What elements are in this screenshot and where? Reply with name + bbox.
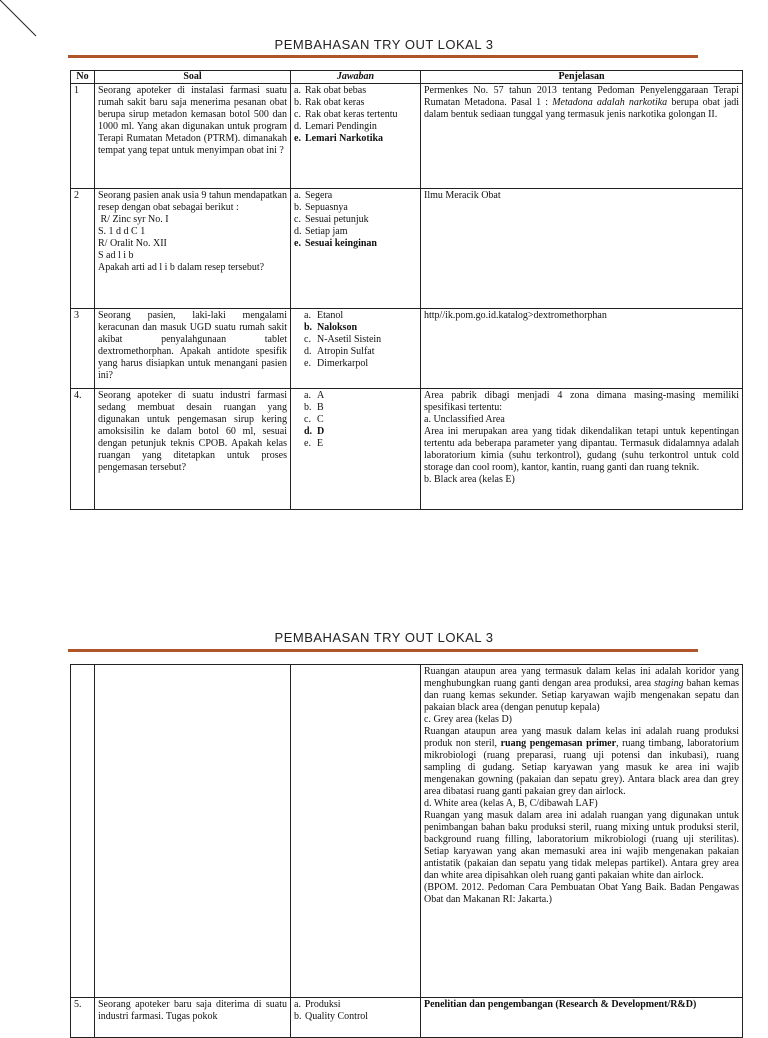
option-item: d. Lemari Pendingin [294, 121, 377, 132]
page-title: PEMBAHASAN TRY OUT LOKAL 3 [274, 37, 494, 52]
correct-option: e. Sesuai keinginan [294, 238, 377, 249]
option-item: c. N-Asetil Sistein [304, 334, 382, 345]
table-row [71, 189, 743, 309]
question-text [95, 665, 291, 998]
question-text: Seorang apoteker baru saja diterima di suatu industri farmasi. Tugas pokok [95, 998, 291, 1038]
option-item: a. Etanol [304, 310, 344, 321]
table-header-row [71, 71, 743, 84]
option-item: a. Rak obat bebas [294, 85, 367, 96]
row-number [71, 665, 95, 998]
answer-options [291, 665, 421, 998]
row-number: 3 [71, 309, 95, 389]
option-item: a. Produksi [294, 999, 341, 1010]
option-item: c. Rak obat keras tertentu [294, 109, 398, 120]
table-row [71, 389, 743, 510]
row-number: 1 [71, 84, 95, 189]
table-row [71, 665, 743, 998]
title-rule [68, 55, 698, 58]
table-row [71, 84, 743, 189]
table-row [71, 309, 743, 389]
answer-table [70, 70, 743, 510]
question-text: Seorang pasien, laki-laki mengalami keracunan dan masuk UGD suatu rumah sakit akibat penyalahgunaan tablet dextromethorphan. Apakah antidote spesifik yang harus disiapkan untuk menangani pasien ini? [95, 309, 291, 389]
answer-options [291, 189, 421, 309]
correct-option: b. Nalokson [304, 322, 358, 333]
answer-options [291, 84, 421, 189]
correct-option: d. D [304, 426, 325, 437]
option-item: b. Rak obat keras [294, 97, 365, 108]
answer-options [291, 998, 421, 1038]
question-text: Seorang pasien anak usia 9 tahun mendapatkan resep dengan obat sebagai berikut : R/ Zinc syr No. I S. 1 d d C 1 R/ Oralit No. XII S ad l i b Apakah arti ad l i b dalam resep tersebut? [95, 189, 291, 309]
explanation-text: Permenkes No. 57 tahun 2013 tentang Pedoman Penyelenggaraan Terapi Rumatan Metadona. Pasal 1 : Metadona adalah narkotika berupa obat jadi dalam bentuk sediaan tunggal yang termasuk jenis narkotika golongan II. [421, 84, 743, 189]
row-number: 5. [71, 998, 95, 1038]
row-number: 4. [71, 389, 95, 510]
option-item: b. B [304, 402, 324, 413]
header-penjelasan: Penjelasan [421, 71, 743, 84]
answer-options [291, 389, 421, 510]
page-title-2: PEMBAHASAN TRY OUT LOKAL 3 [274, 630, 494, 645]
explanation-text: Penelitian dan pengembangan (Research & Development/R&D) [421, 998, 743, 1038]
explanation-text: Ruangan ataupun area yang termasuk dalam kelas ini adalah koridor yang menghubungkan ruang ganti dengan area produksi, area staging bahan kemas dan ruang kemas sekunder. Setiap karyawan wajib mengenakan sepatu dan pakaian black area (dengan penutup kepala) c. Grey area (kelas D) Ruangan ataupun area yang masuk dalam kelas ini adalah ruang produksi produk non steril, ruang pengemasan primer, ruang timbang, laboratorium mikrobiologi (ruang preparasi, ruang uji potensi dan inkubasi), ruang sampling di gudang. Setiap karyawan yang masuk ke area ini wajib mengenakan gowning (pakaian dan sepatu grey). Antara black area dan grey area dibatasi ruang ganti pakaian grey dan airlock. d. White area (kelas A, B, C/dibawah LAF) Ruangan yang masuk dalam area ini adalah ruangan yang digunakan untuk penimbangan bahan baku produksi steril, ruang mixing untuk produksi steril, background ruang filling, laboratorium mikrobiologi (ruang uji sterilitas). Setiap karyawan yang akan memasuki area ini wajib mengenakan pakaian antistatik (pakaian dan sepatu yang tidak melepas partikel). Antara grey area dan white area dipisahkan oleh ruang ganti pakaian white dan airlock. (BPOM. 2012. Pedoman Cara Pembuatan Obat Yang Baik. Badan Pengawas Obat dan Makanan RI: Jakarta.) [421, 665, 743, 998]
option-item: a. Segera [294, 190, 333, 201]
option-item: b. Quality Control [294, 1011, 369, 1022]
option-item: a. A [304, 390, 325, 401]
explanation-text: Ilmu Meracik Obat [421, 189, 743, 309]
option-item: d. Setiap jam [294, 226, 348, 237]
option-item: e. Dimerkarpol [304, 358, 369, 369]
row-number: 2 [71, 189, 95, 309]
option-item: c. C [304, 414, 324, 425]
header-jawaban: Jawaban [291, 71, 421, 84]
option-item: b. Sepuasnya [294, 202, 348, 213]
option-item: e. E [304, 438, 324, 449]
question-text: Seorang apoteker di instalasi farmasi suatu rumah sakit baru saja menerima pesanan obat berupa sirup metadon kemasan botol 500 dan 1000 ml. Yang akan digunakan untuk program Terapi Rumatan Metadon (PTRM). dimanakah tempat yang tepat untuk menyimpan obat ini ? [95, 84, 291, 189]
answer-table-continued [70, 664, 743, 1038]
answer-options [291, 309, 421, 389]
header-no: No [71, 71, 95, 84]
explanation-text: Area pabrik dibagi menjadi 4 zona dimana masing-masing memiliki spesifikasi tertentu: a. Unclassified Area Area ini merupakan area yang tidak dikendalikan tetapi untuk kepentingan tertentu ada beberapa parameter yang dipantau. Termasuk didalamnya adalah laboratorium kimia (suhu terkontrol), gudang (suhu terkontrol untuk cold storage dan cool room), kantor, kantin, ruang ganti dan ruang teknik. b. Black area (kelas E) [421, 389, 743, 510]
option-item: c. Sesuai petunjuk [294, 214, 369, 225]
question-text: Seorang apoteker di suatu industri farmasi sedang membuat desain ruangan yang digunakan untuk pengemasan sirup kering amoksisilin ke dalam botol 60 ml, sesuai dengan petunjuk teknis CPOB. Apakah kelas ruangan yang ditetapkan untuk proses pengemasan tersebut? [95, 389, 291, 510]
option-item: d. Atropin Sulfat [304, 346, 375, 357]
correct-option: e. Lemari Narkotika [294, 133, 384, 144]
table-row [71, 998, 743, 1038]
header-soal: Soal [95, 71, 291, 84]
title-rule-2 [68, 649, 698, 652]
explanation-text: http//ik.pom.go.id.katalog>dextromethorphan [421, 309, 743, 389]
